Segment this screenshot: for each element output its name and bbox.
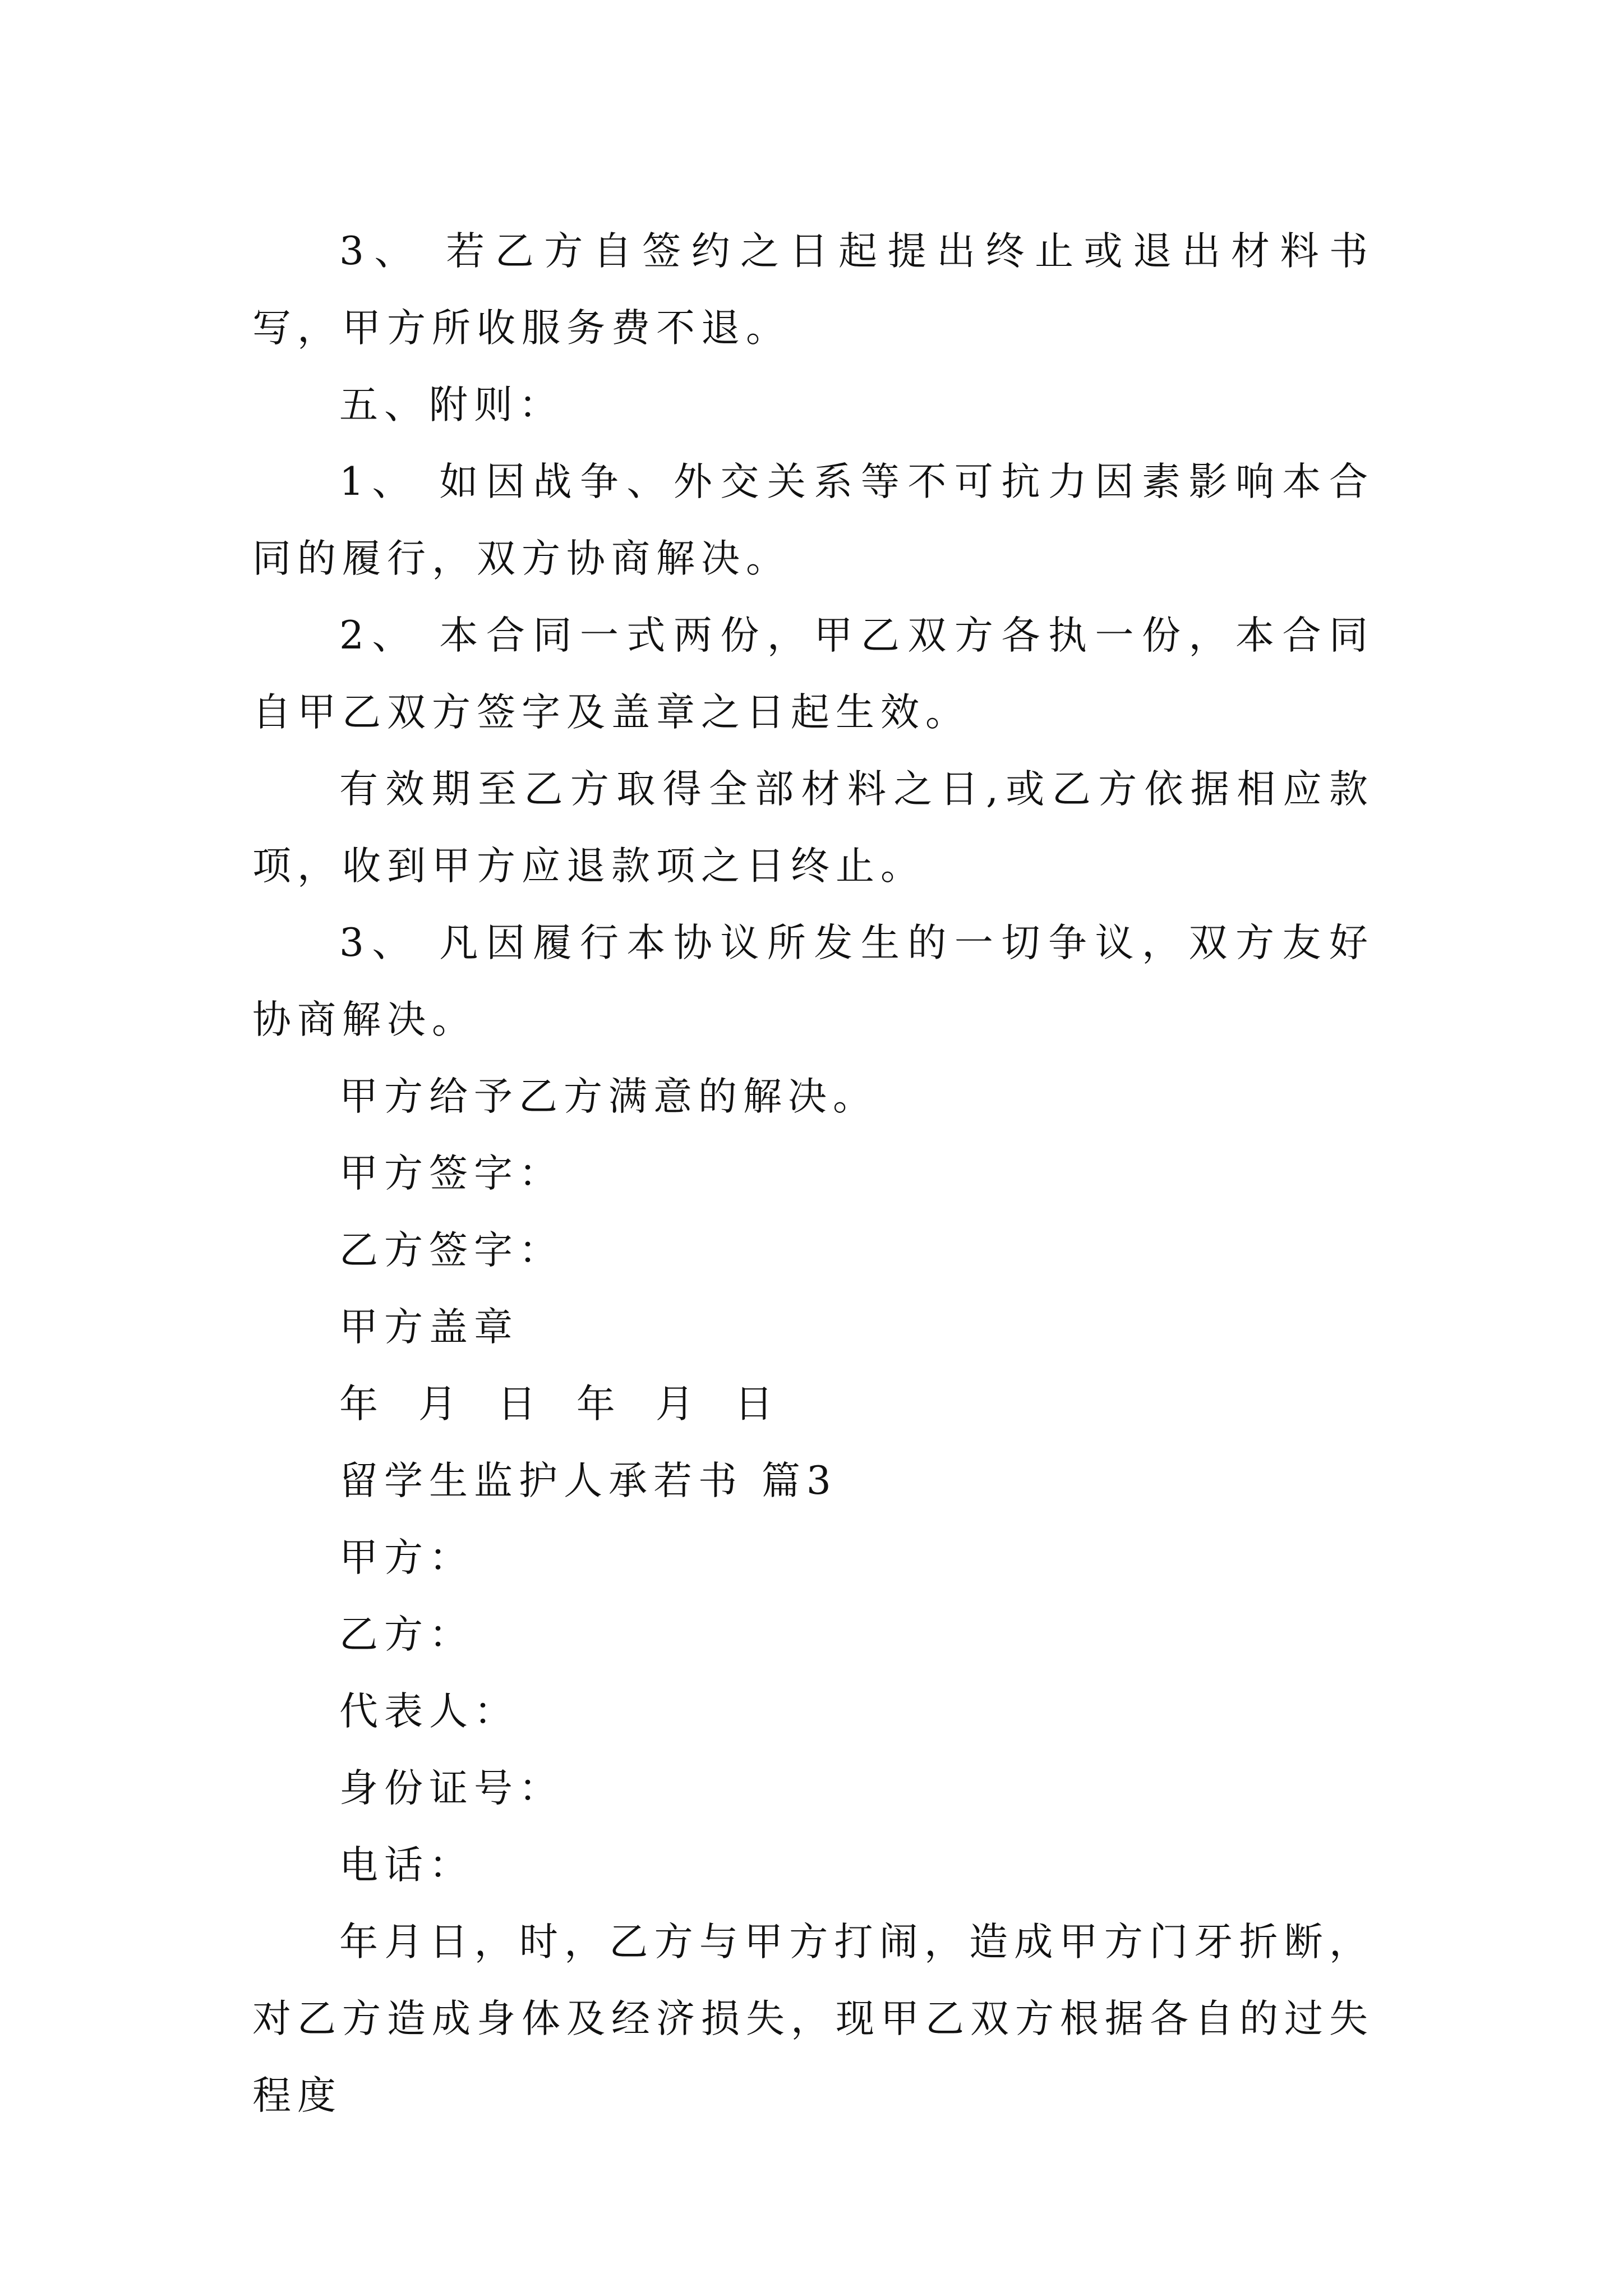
validity-period: 有效期至乙方取得全部材料之日,或乙方依据相应款项，收到甲方应退款项之日终止。 bbox=[252, 767, 1374, 889]
date-line: 年 月 日 年 月 日 bbox=[339, 1382, 780, 1427]
clause-3-refund: 3、 若乙方自签约之日起提出终止或退出材料书写，甲方所收服务费不退。 bbox=[252, 229, 1374, 351]
party-a-resolution: 甲方给予乙方满意的解决。 bbox=[339, 1074, 878, 1119]
party-a-signature: 甲方签字： bbox=[339, 1151, 564, 1196]
party-b-label: 乙方： bbox=[339, 1612, 474, 1657]
representative-label: 代表人： bbox=[339, 1689, 519, 1734]
id-number-label: 身份证号： bbox=[339, 1766, 564, 1811]
section-5-heading: 五、附则： bbox=[339, 383, 564, 427]
clause-2-copies: 2、 本合同一式两份，甲乙双方各执一份，本合同自甲乙双方签字及盖章之日起生效。 bbox=[252, 613, 1374, 735]
section-title: 留学生监护人承若书 篇3 bbox=[339, 1458, 837, 1503]
document-body bbox=[252, 213, 1374, 2134]
party-b-signature: 乙方签字： bbox=[339, 1228, 564, 1273]
clause-3-dispute: 3、 凡因履行本协议所发生的一切争议，双方友好协商解决。 bbox=[252, 921, 1374, 1042]
party-a-seal: 甲方盖章 bbox=[339, 1305, 519, 1350]
party-a-label: 甲方： bbox=[339, 1535, 474, 1580]
incident-paragraph: 年月日，时，乙方与甲方打闹，造成甲方门牙折断，对乙方造成身体及经济损失，现甲乙双方根据各自的过失程度 bbox=[252, 1920, 1374, 2118]
clause-1-force-majeure: 1、 如因战争、外交关系等不可抗力因素影响本合同的履行，双方协商解决。 bbox=[252, 459, 1374, 581]
phone-label: 电话： bbox=[339, 1843, 474, 1888]
